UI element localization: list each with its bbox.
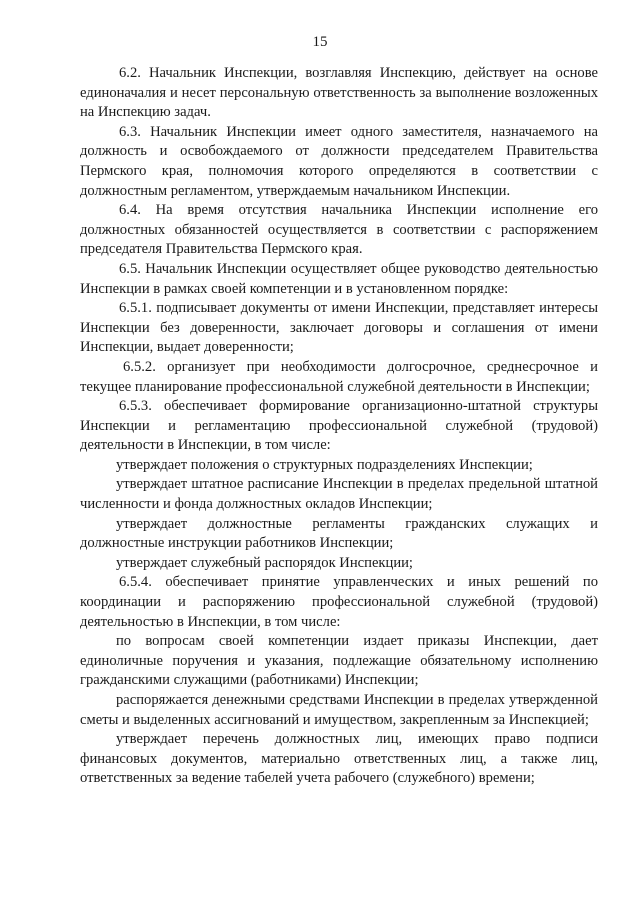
clause-6-4: 6.4. На время отсутствия начальника Инспекции исполнение его должностных обязанностей осуществляется в соответствии с распоряжением председателя Правительства Пермского края. [80, 202, 598, 258]
clause-6-5-3: 6.5.3. обеспечивает формирование организационно-штатной структуры Инспекции и регламентацию профессиональной служебной (трудовой) деятельности в Инспекции, в том числе: [80, 398, 598, 454]
list-item: утверждает служебный распорядок Инспекции; [116, 554, 413, 571]
clause-6-2: 6.2. Начальник Инспекции, возглавляя Инспекцию, действует на основе единоначалия и несет персональную ответственность за выполнение возложенных на Инспекцию задач. [80, 65, 598, 121]
list-item: по вопросам своей компетенции издает приказы Инспекции, дает единоличные поручения и указания, подлежащие обязательному исполнению гражданскими служащими (работниками) Инспекции; [80, 633, 598, 689]
list-item: утверждает должностные регламенты гражданских служащих и должностные инструкции работников Инспекции; [80, 515, 598, 552]
clause-6-5-2: 6.5.2. организует при необходимости долгосрочное, среднесрочное и текущее планирование профессиональной служебной деятельности в Инспекции; [80, 358, 598, 395]
clause-6-3: 6.3. Начальник Инспекции имеет одного заместителя, назначаемого на должность и освобождаемого от должности председателем Правительства Пермского края, полномочия которого определяются в соответствии с должностным регламентом, утверждаемым начальником Инспекции. [80, 123, 598, 199]
list-item: распоряжается денежными средствами Инспекции в пределах утвержденной сметы и выделенных ассигнований и имуществом, закрепленным за Инспекцией; [80, 692, 598, 728]
clause-6-5: 6.5. Начальник Инспекции осуществляет общее руководство деятельностью Инспекции в рамках своей компетенции и в установленном порядке: [80, 260, 598, 297]
clause-6-5-4: 6.5.4. обеспечивает принятие управленческих и иных решений по координации и распоряжению профессиональной служебной (трудовой) деятельностью в Инспекции, в том числе: [80, 574, 598, 630]
page-number: 15 [312, 34, 328, 50]
list-item: утверждает перечень должностных лиц, имеющих право подписи финансовых документов, материально ответственных лиц, а также лиц, ответственных за ведение табелей учета рабочего (служебного) времени; [80, 731, 598, 787]
list-item: утверждает положения о структурных подразделениях Инспекции; [116, 456, 533, 473]
document-body [80, 64, 598, 789]
list-item: утверждает штатное расписание Инспекции в пределах предельной штатной численности и фонда должностных окладов Инспекции; [80, 476, 598, 513]
clause-6-5-1: 6.5.1. подписывает документы от имени Инспекции, представляет интересы Инспекции без доверенности, заключает договоры и соглашения от имени Инспекции, выдает доверенности; [80, 300, 598, 356]
